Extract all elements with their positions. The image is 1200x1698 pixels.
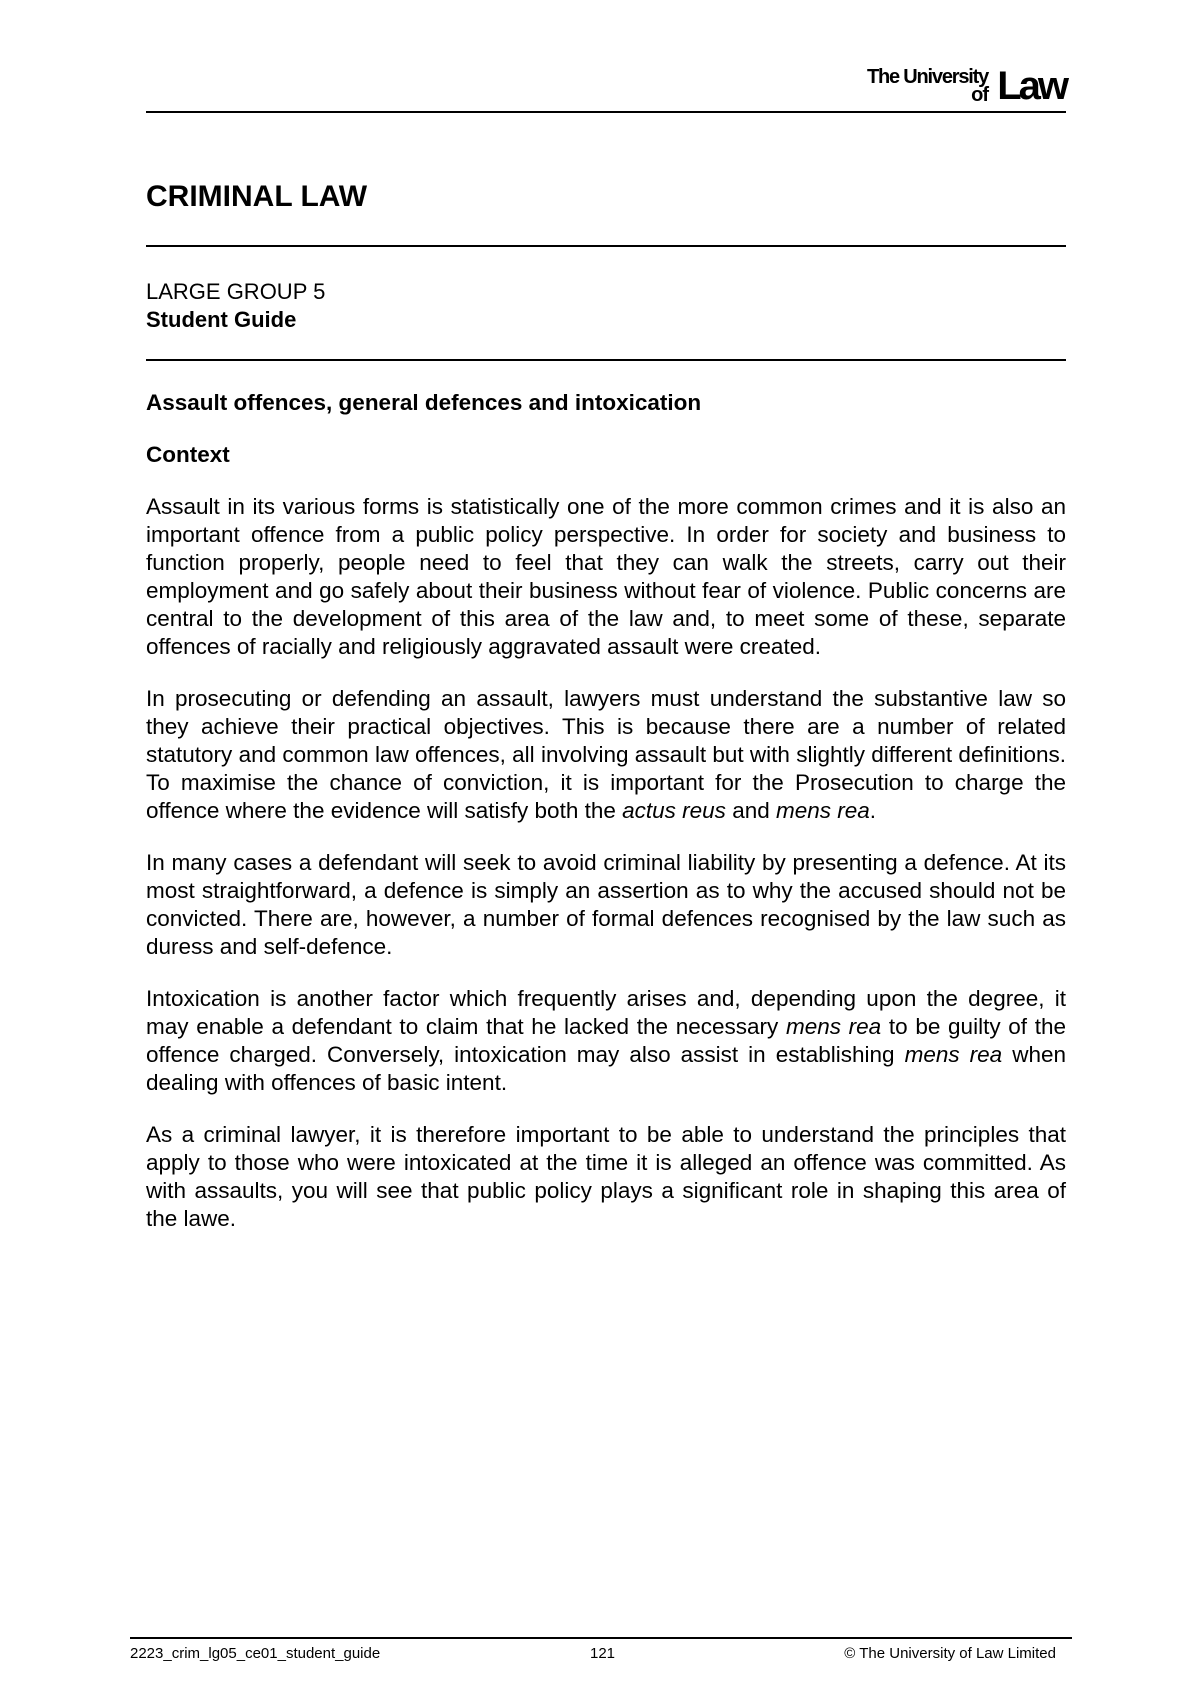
topic-heading: Assault offences, general defences and intoxication bbox=[146, 390, 702, 415]
paragraph-text: and bbox=[725, 798, 776, 823]
university-of-law-logo bbox=[860, 62, 1066, 106]
paragraph-text: Assault in its various forms is statistically one of the more common crimes and it is also an important offence from a public policy perspective. In order for society and business to function properly, people need to feel that they can walk the streets, carry out their employment and go safely about their business without fear of violence. Public concerns are central to the development of this area of the law and, to meet some of these, separate offences of racially and religiously aggravated assault were created. bbox=[146, 494, 1066, 659]
logo-line-3: Law bbox=[997, 64, 1066, 108]
logo-line-2: of bbox=[971, 84, 988, 106]
italic-term: mens rea bbox=[775, 798, 870, 823]
paragraph-text: when dealing with offences of basic intent. bbox=[146, 1042, 1066, 1095]
italic-term: actus reus bbox=[622, 798, 726, 823]
italic-term: mens rea bbox=[904, 1042, 1003, 1067]
subtitle-rule bbox=[146, 359, 1066, 361]
context-paragraphs bbox=[146, 493, 1066, 1233]
footer-doc-code: 2223_crim_lg05_ce01_student_guide bbox=[130, 1645, 381, 1662]
title-rule bbox=[146, 245, 1066, 247]
guide-label: Student Guide bbox=[146, 307, 297, 332]
paragraph-text: to be guilty of the offence charged. Conversely, intoxication may also assist in establishing bbox=[146, 1014, 1066, 1067]
paragraph-text: . bbox=[869, 798, 877, 823]
footer-page-number: 121 bbox=[590, 1645, 616, 1662]
paragraph-text: In prosecuting or defending an assault, lawyers must understand the substantive law so they achieve their practical objectives. This is because there are a number of related statutory and common law offences, all involving assault but with slightly different definitions. To maximise the chance of conviction, it is important for the Prosecution to charge the offence where the evidence will satisfy both the bbox=[146, 686, 1066, 823]
context-paragraph bbox=[146, 685, 1066, 825]
main-content bbox=[146, 389, 1066, 1257]
paragraph-text: Intoxication is another factor which frequently arises and, depending upon the degree, it may enable a defendant to claim that he lacked the necessary bbox=[146, 986, 1066, 1039]
context-paragraph bbox=[146, 849, 1066, 961]
context-paragraph bbox=[146, 985, 1066, 1097]
context-paragraph bbox=[146, 493, 1066, 661]
context-heading: Context bbox=[146, 442, 230, 467]
paragraph-text: In many cases a defendant will seek to avoid criminal liability by presenting a defence. At its most straightforward, a defence is simply an assertion as to why the accused should not be convicted. There are, however, a number of formal defences recognised by the law such as duress and self-defence. bbox=[146, 850, 1066, 959]
footer-copyright: © The University of Law Limited bbox=[844, 1645, 1056, 1662]
page-title: CRIMINAL LAW bbox=[146, 180, 368, 213]
subtitle-block bbox=[146, 278, 325, 334]
context-paragraph bbox=[146, 1121, 1066, 1233]
footer-rule bbox=[130, 1637, 1072, 1639]
logo-line-1: The University bbox=[866, 66, 988, 88]
paragraph-text: As a criminal lawyer, it is therefore important to be able to understand the principles that apply to those who were intoxicated at the time it is alleged an offence was committed. As with assaults, you will see that public policy plays a significant role in shaping this area of the lawe. bbox=[146, 1122, 1066, 1231]
group-label: LARGE GROUP 5 bbox=[146, 279, 326, 304]
header-rule bbox=[146, 111, 1066, 113]
italic-term: mens rea bbox=[785, 1014, 882, 1039]
